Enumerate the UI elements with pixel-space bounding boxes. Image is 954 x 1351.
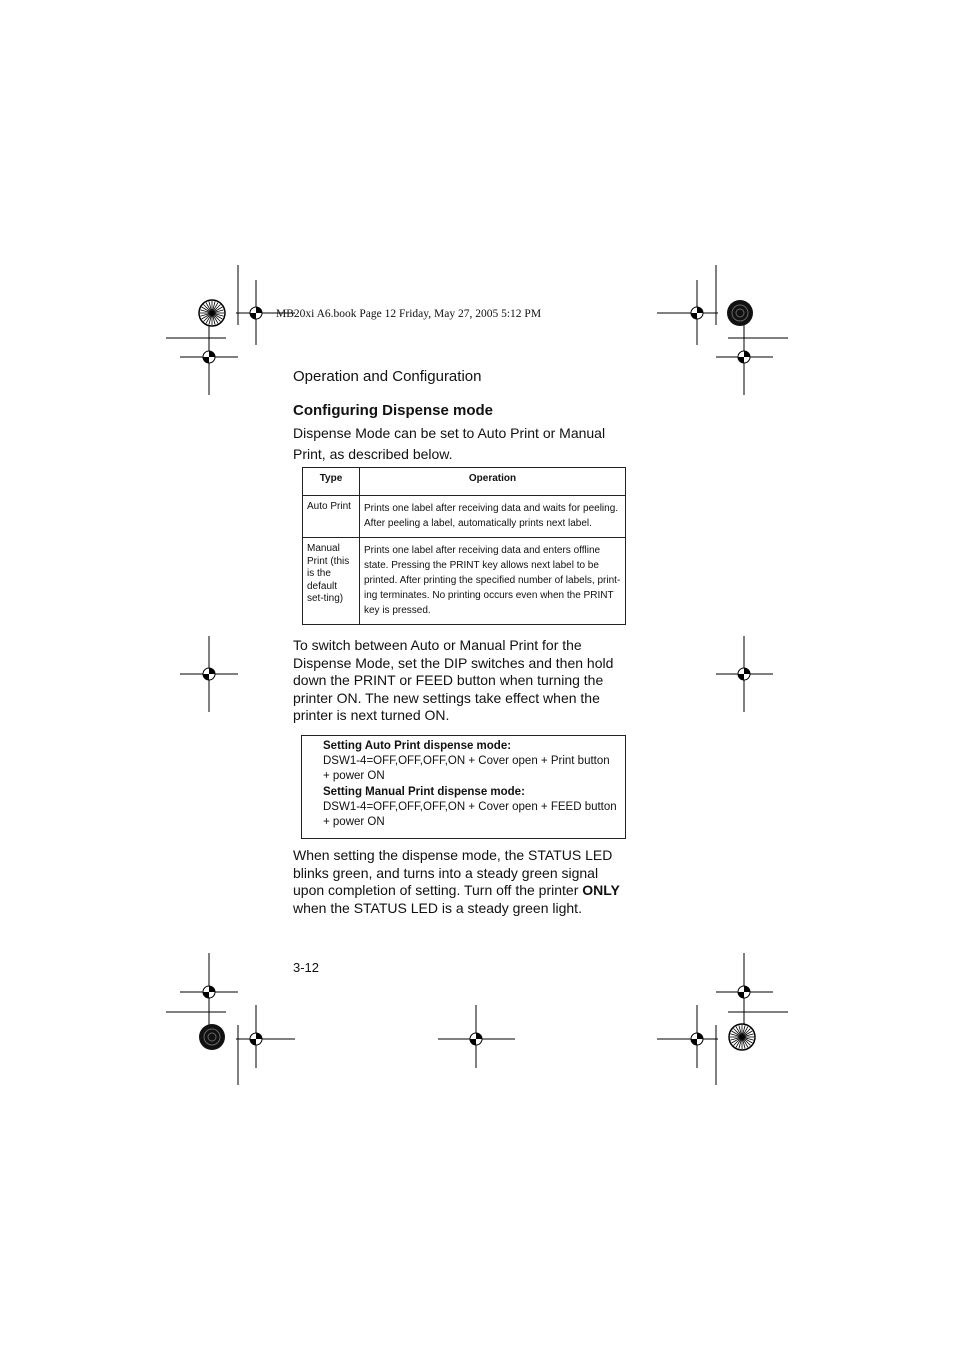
type-cell: Manual Print (this is the default set-ting) (303, 538, 360, 625)
status-text-after: when the STATUS LED is a steady green light. (293, 899, 582, 916)
type-cell: Auto Print (303, 496, 360, 538)
column-header-operation: Operation (360, 468, 626, 496)
table-row (303, 496, 626, 538)
auto-print-heading: Setting Auto Print dispense mode: (323, 740, 512, 752)
manual-print-heading: Setting Manual Print dispense mode: (323, 785, 525, 798)
section-title: Configuring Dispense mode (293, 402, 494, 419)
print-header: MB20xi A6.book Page 12 Friday, May 27, 2005 5:12 PM (276, 308, 542, 320)
manual-print-setting: DSW1-4=OFF,OFF,OFF,ON + Cover open + FEED button + power ON (323, 800, 617, 829)
status-text-before: When setting the dispense mode, the STATUS LED blinks green, and turns into a steady green signal upon completion of setting. Turn off the printer (293, 847, 613, 899)
section-header: Operation and Configuration (293, 368, 482, 385)
operation-cell: Prints one label after receiving data and waits for peeling. After peeling a label, automatically prints next label. (360, 496, 626, 538)
switch-paragraph: To switch between Auto or Manual Print for the Dispense Mode, set the DIP switches and then hold down the PRINT or FEED button when turning the printer ON. The new settings take effect when the printer is next turned ON. (293, 637, 614, 724)
column-header-type: Type (303, 468, 360, 496)
auto-print-setting: DSW1-4=OFF,OFF,OFF,ON + Cover open + Print button + power ON (323, 755, 610, 783)
table-header-row (303, 468, 626, 496)
table-row (303, 538, 626, 625)
intro-text: Dispense Mode can be set to Auto Print or Manual Print, as described below. (293, 425, 606, 462)
status-paragraph (293, 847, 633, 917)
operation-cell: Prints one label after receiving data and enters offline state. Pressing the PRINT key allows next label to be printed. After printing the specified number of labels, print-ing terminates. No printing occurs even when the PRINT key is pressed. (360, 538, 626, 625)
dispense-mode-table (302, 467, 626, 625)
status-emphasis: ONLY (582, 882, 620, 899)
dip-switch-note (301, 735, 626, 839)
page-number: 3-12 (293, 960, 320, 975)
